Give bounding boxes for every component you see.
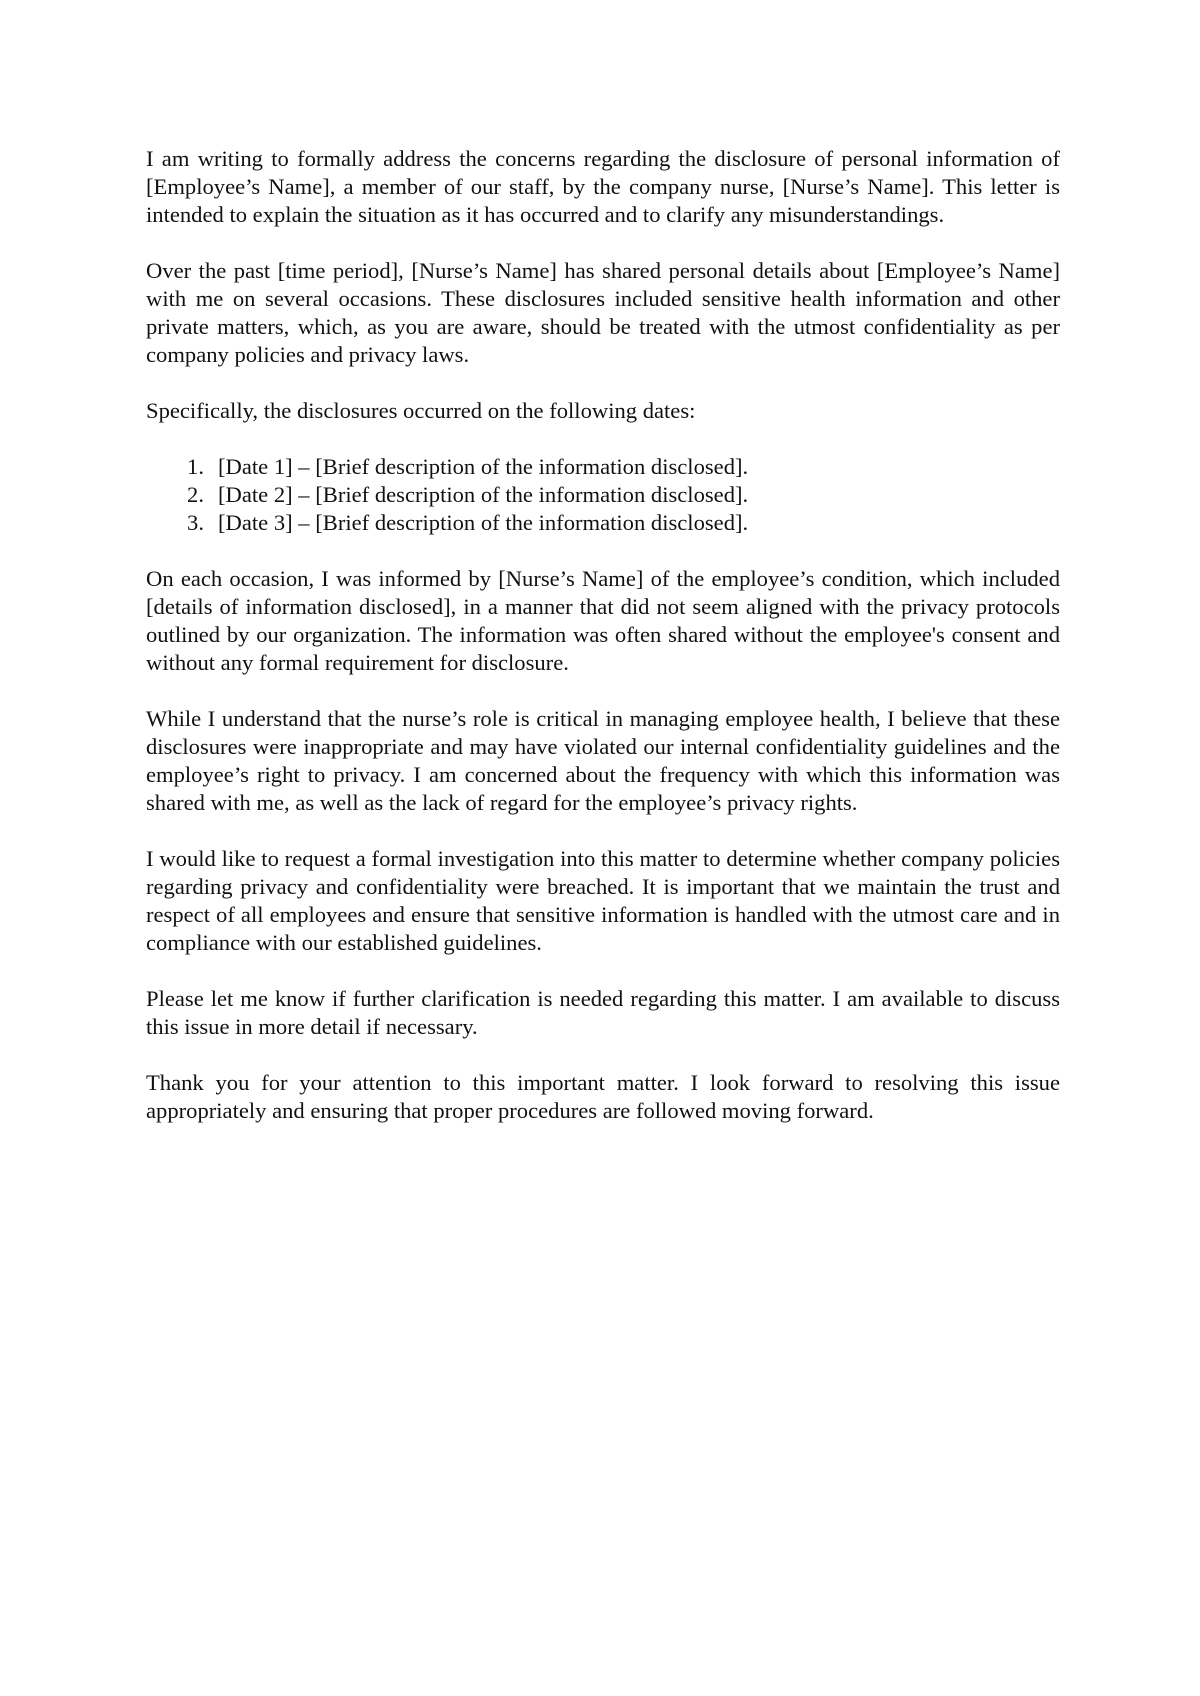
list-item-text: [Date 1] – [Brief description of the information disclosed]. (218, 454, 749, 479)
paragraph-concerns: While I understand that the nurse’s role is critical in managing employee health, I believe that these disclosures were inappropriate and may have violated our internal confidentiality guidelines and the employee’s right to privacy. I am concerned about the frequency with which this information was shared with me, as well as the lack of regard for the employee’s privacy rights. (146, 706, 1060, 815)
list-item (146, 481, 1060, 509)
list-item-number: 3. (187, 510, 204, 535)
list-item-text: [Date 2] – [Brief description of the information disclosed]. (218, 482, 749, 507)
paragraph-dates-intro: Specifically, the disclosures occurred on the following dates: (146, 398, 696, 423)
paragraph-closing: Thank you for your attention to this important matter. I look forward to resolving this issue appropriately and ensuring that proper procedures are followed moving forward. (146, 1070, 1060, 1123)
list-item-number: 2. (187, 482, 204, 507)
list-item-number: 1. (187, 454, 204, 479)
paragraph-occasion-details: On each occasion, I was informed by [Nurse’s Name] of the employee’s condition, which included [details of information disclosed], in a manner that did not seem aligned with the privacy protocols outlined by our organization. The information was often shared without the employee's consent and without any formal requirement for disclosure. (146, 566, 1060, 675)
paragraph-clarification: Please let me know if further clarification is needed regarding this matter. I am available to discuss this issue in more detail if necessary. (146, 986, 1060, 1039)
paragraph-intro: I am writing to formally address the concerns regarding the disclosure of personal information of [Employee’s Name], a member of our staff, by the company nurse, [Nurse’s Name]. This letter is intended to explain the situation as it has occurred and to clarify any misunderstandings. (146, 146, 1060, 227)
list-item (146, 453, 1060, 481)
paragraph-background: Over the past [time period], [Nurse’s Name] has shared personal details about [Employee’s Name] with me on several occasions. These disclosures included sensitive health information and other private matters, which, as you are aware, should be treated with the utmost confidentiality as per company policies and privacy laws. (146, 258, 1060, 367)
paragraph-investigation-request: I would like to request a formal investigation into this matter to determine whether company policies regarding privacy and confidentiality were breached. It is important that we maintain the trust and respect of all employees and ensure that sensitive information is handled with the utmost care and in compliance with our established guidelines. (146, 846, 1060, 955)
disclosure-dates-list (146, 453, 1060, 537)
letter-body (146, 145, 1060, 1153)
list-item-text: [Date 3] – [Brief description of the information disclosed]. (218, 510, 749, 535)
list-item (146, 509, 1060, 537)
